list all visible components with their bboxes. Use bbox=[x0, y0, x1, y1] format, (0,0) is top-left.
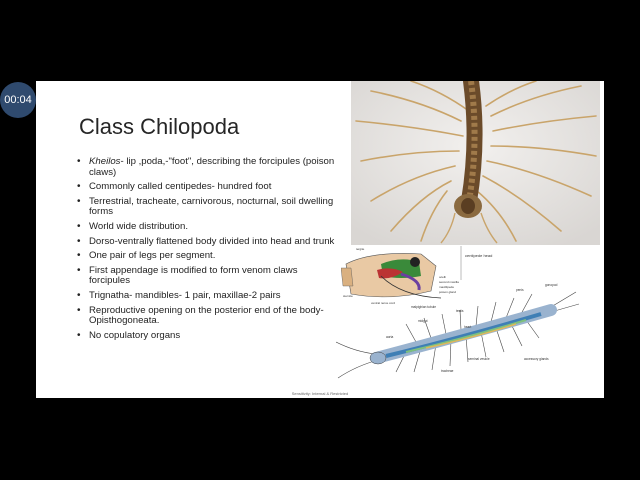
bullet-item: • Terrestrial, tracheate, carnivorous, nocturnal, soil dwelling forms bbox=[74, 197, 336, 218]
bullet-item: • First appendage is modified to form venom claws forcipules bbox=[74, 266, 336, 287]
bullet-item: • Reproductive opening on the posterior end of the body- Opisthogoneata. bbox=[74, 306, 336, 327]
svg-text:poison gland: poison gland bbox=[439, 290, 457, 294]
bullet-item: • Dorso-ventrally flattened body divided into head and trunk bbox=[74, 237, 336, 248]
presentation-slide bbox=[36, 81, 604, 398]
svg-text:penis: penis bbox=[516, 288, 524, 292]
slide-footer: Sensitivity: Internal & Restricted bbox=[291, 391, 349, 396]
svg-text:tergite: tergite bbox=[356, 247, 365, 251]
centipede-photo bbox=[351, 81, 600, 245]
svg-text:ventral nerve cord: ventral nerve cord bbox=[371, 301, 396, 305]
centipede-body-diagram bbox=[336, 282, 579, 382]
bullet-item: • Commonly called centipedes- hundred foot bbox=[74, 182, 336, 193]
bullet-item: • One pair of legs per segment. bbox=[74, 251, 336, 262]
svg-text:centipede head: centipede head bbox=[465, 253, 493, 258]
svg-text:heart: heart bbox=[464, 325, 472, 329]
bullet-item: • Kheilos- lip ,poda,-"foot", describing the forcipules (poison claws) bbox=[74, 157, 336, 178]
svg-text:maxillipede: maxillipede bbox=[439, 285, 455, 289]
svg-text:second maxilla: second maxilla bbox=[439, 280, 459, 284]
svg-text:aorta: aorta bbox=[386, 335, 394, 339]
bullet-list bbox=[74, 157, 336, 345]
svg-text:gonopod: gonopod bbox=[545, 283, 558, 287]
bullet-item: • World wide distribution. bbox=[74, 222, 336, 233]
slide-title: Class Chilopoda bbox=[79, 114, 240, 139]
svg-text:midgut: midgut bbox=[418, 319, 428, 323]
svg-text:accessory glands: accessory glands bbox=[524, 357, 549, 361]
bullet-item: • No copulatory organs bbox=[74, 331, 336, 342]
svg-text:ocelli: ocelli bbox=[439, 275, 446, 279]
svg-text:tracheae: tracheae bbox=[441, 369, 454, 373]
svg-text:malpighian tubule: malpighian tubule bbox=[411, 305, 436, 309]
svg-text:seminal vesicle: seminal vesicle bbox=[468, 357, 490, 361]
svg-text:testis: testis bbox=[456, 309, 464, 313]
recording-timer: 00:04 bbox=[0, 82, 36, 118]
svg-text:sternite: sternite bbox=[343, 294, 353, 298]
bullet-item: • Trignatha- mandibles- 1 pair, maxillae-2 pairs bbox=[74, 291, 336, 302]
